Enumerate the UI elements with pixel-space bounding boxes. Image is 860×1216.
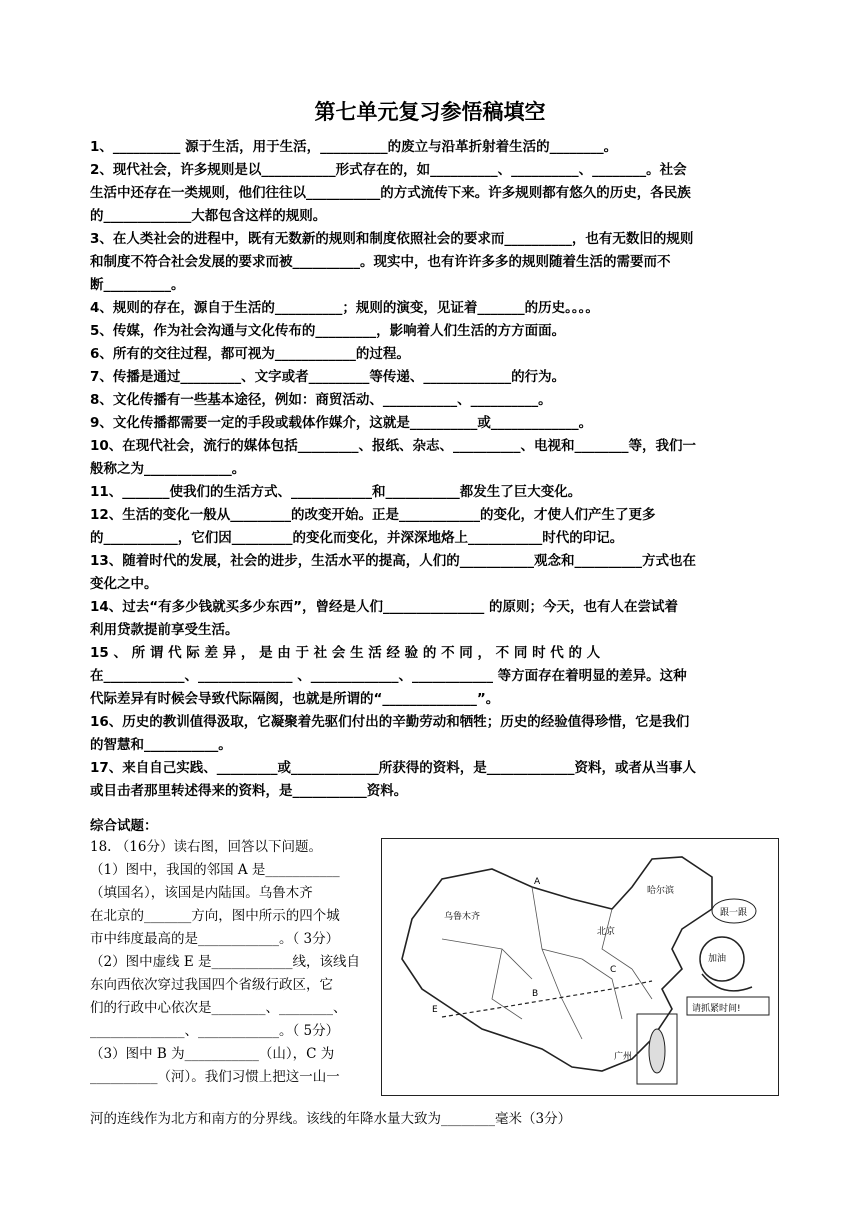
- question-13-line: 变化之中。: [90, 576, 158, 592]
- label-urumqi: 乌鲁木齐: [444, 912, 481, 922]
- question-2-line: 2、现代社会，许多规则是以___________形式存在的，如__________、__________、________。社会: [90, 162, 687, 178]
- question-13-line: 13、随着时代的发展，社会的进步，生活水平的提高，人们的___________观念和__________方式也在: [90, 553, 697, 569]
- question-10-line: 10、在现代社会，流行的媒体包括_________、报纸、杂志、__________、电视和________等，我们一: [90, 438, 697, 454]
- label-tag: 请抓紧时间!: [692, 1004, 741, 1014]
- question-2-line: 生活中还存在一类规则，他们往往以___________的方式流传下来。许多规则都有悠久的历史，各民族: [90, 185, 691, 201]
- question-16-line: 的智慧和___________。: [90, 737, 232, 753]
- question-10-line: 般称之为_____________。: [90, 461, 246, 477]
- label-guangzhou: 广州: [614, 1052, 633, 1062]
- fill-in-questions: [90, 136, 772, 803]
- question-5-line: 5、传媒，作为社会沟通与文化传布的_________，影响着人们生活的方方面面。: [90, 323, 566, 339]
- question-3-line: 断__________。: [90, 277, 185, 293]
- question-15-line: 在____________、______________ 、_____________、____________ 等方面存在着明显的差异。这种: [90, 668, 687, 684]
- question-17-line: 17、来自自己实践、_________或_____________所获得的资料，是_____________资料，或者从当事人: [90, 760, 697, 776]
- inset-island: [649, 1029, 665, 1073]
- question-11-line: 11、_______使我们的生活方式、____________和___________都发生了巨大变化。: [90, 484, 582, 500]
- question-9-line: 9、文化传播都需要一定的手段或载体作媒介，这就是__________或_____________。: [90, 415, 593, 431]
- q18-line: （填国名），该国是内陆国。乌鲁木齐: [90, 885, 313, 901]
- q18-line: （3）图中 B 为___________（山），C 为: [90, 1046, 335, 1062]
- question-12-line: 的___________，它们因_________的变化而变化，并深深地烙上___________时代的印记。: [90, 530, 624, 546]
- label-beijing: 北京: [597, 927, 616, 937]
- question-8-line: 8、文化传播有一些基本途径，例如：商贸活动、___________、__________。: [90, 392, 552, 408]
- q18-line: （2）图中虚线 E 是____________线，该线自: [90, 954, 361, 970]
- q18-line: 18. （16分）读右图，回答以下问题。: [90, 839, 322, 855]
- label-c: C: [610, 965, 617, 975]
- q18-line: 东向西依次穿过我国四个省级行政区，它: [90, 977, 333, 993]
- section-label: 综合试题：: [90, 818, 158, 834]
- question-15-line: 15 、 所 谓 代 际 差 异 ， 是 由 于 社 会 生 活 经 验 的 不 同 ， 不 同 时 代 的 人: [90, 645, 601, 661]
- question-7-line: 7、传播是通过_________、文字或者_________等传递、_____________的行为。: [90, 369, 566, 385]
- label-harbin: 哈尔滨: [647, 886, 675, 896]
- q18-line: 在北京的_______方向，图中所示的四个城: [90, 908, 340, 924]
- question-14-line: 14、过去“有多少钱就买多少东西”，曾经是人们_______________ 的原则；今天，也有人在尝试着: [90, 599, 678, 615]
- china-map: [381, 838, 779, 1096]
- question-3-line: 3、在人类社会的进程中，既有无数新的规则和制度依照社会的要求而__________，也有无数旧的规则: [90, 231, 694, 247]
- q18-line: __________（河）。我们习惯上把这一山一: [90, 1069, 340, 1085]
- question-18-last-line: [90, 1108, 770, 1131]
- question-2-line: 的_____________大都包含这样的规则。: [90, 208, 327, 224]
- page-title: 第七单元复习参悟稿填空: [314, 100, 546, 124]
- q18-line: （1）图中，我国的邻国 A 是___________: [90, 862, 340, 878]
- question-15-line: 代际差异有时候会导致代际隔阂，也就是所谓的“______________”。: [90, 691, 500, 707]
- q18-line: 市中纬度最高的是____________。（ 3分）: [90, 931, 340, 947]
- question-1-line: 1、__________ 源于生活，用于生活，__________的废立与沿革折射着生活的________。: [90, 139, 618, 155]
- q18-line: 们的行政中心依次是________、________、: [90, 1000, 347, 1016]
- label-boy: 加油: [708, 954, 727, 964]
- question-12-line: 12、生活的变化一般从_________的改变开始。正是____________的变化，才使人们产生了更多: [90, 507, 656, 523]
- label-bubble: 跟一跟: [720, 908, 748, 918]
- question-4-line: 4、规则的存在，源自于生活的__________；规则的演变，见证着_______的历史。。。。: [90, 300, 599, 316]
- label-a: A: [534, 877, 541, 887]
- question-14-line: 利用贷款提前享受生活。: [90, 622, 239, 638]
- question-6-line: 6、所有的交往过程，都可视为____________的过程。: [90, 346, 410, 362]
- map-svg: [382, 839, 778, 1095]
- question-3-line: 和制度不符合社会发展的要求而被__________。现实中，也有许许多多的规则随着生活的需要而不: [90, 254, 671, 270]
- question-17-line: 或目击者那里转述得来的资料，是___________资料。: [90, 783, 408, 799]
- section-heading: [90, 815, 772, 838]
- label-b: B: [532, 989, 539, 999]
- q18-line: ______________、____________。（ 5分）: [90, 1023, 340, 1039]
- question-18: [90, 836, 382, 1089]
- q18-last-text: 河的连线作为北方和南方的分界线。该线的年降水量大致为________毫米（3分）: [90, 1111, 572, 1127]
- question-16-line: 16、历史的教训值得汲取，它凝聚着先驱们付出的辛勤劳动和牺牲；历史的经验值得珍惜，它是我们: [90, 714, 690, 730]
- label-e: E: [432, 1005, 438, 1015]
